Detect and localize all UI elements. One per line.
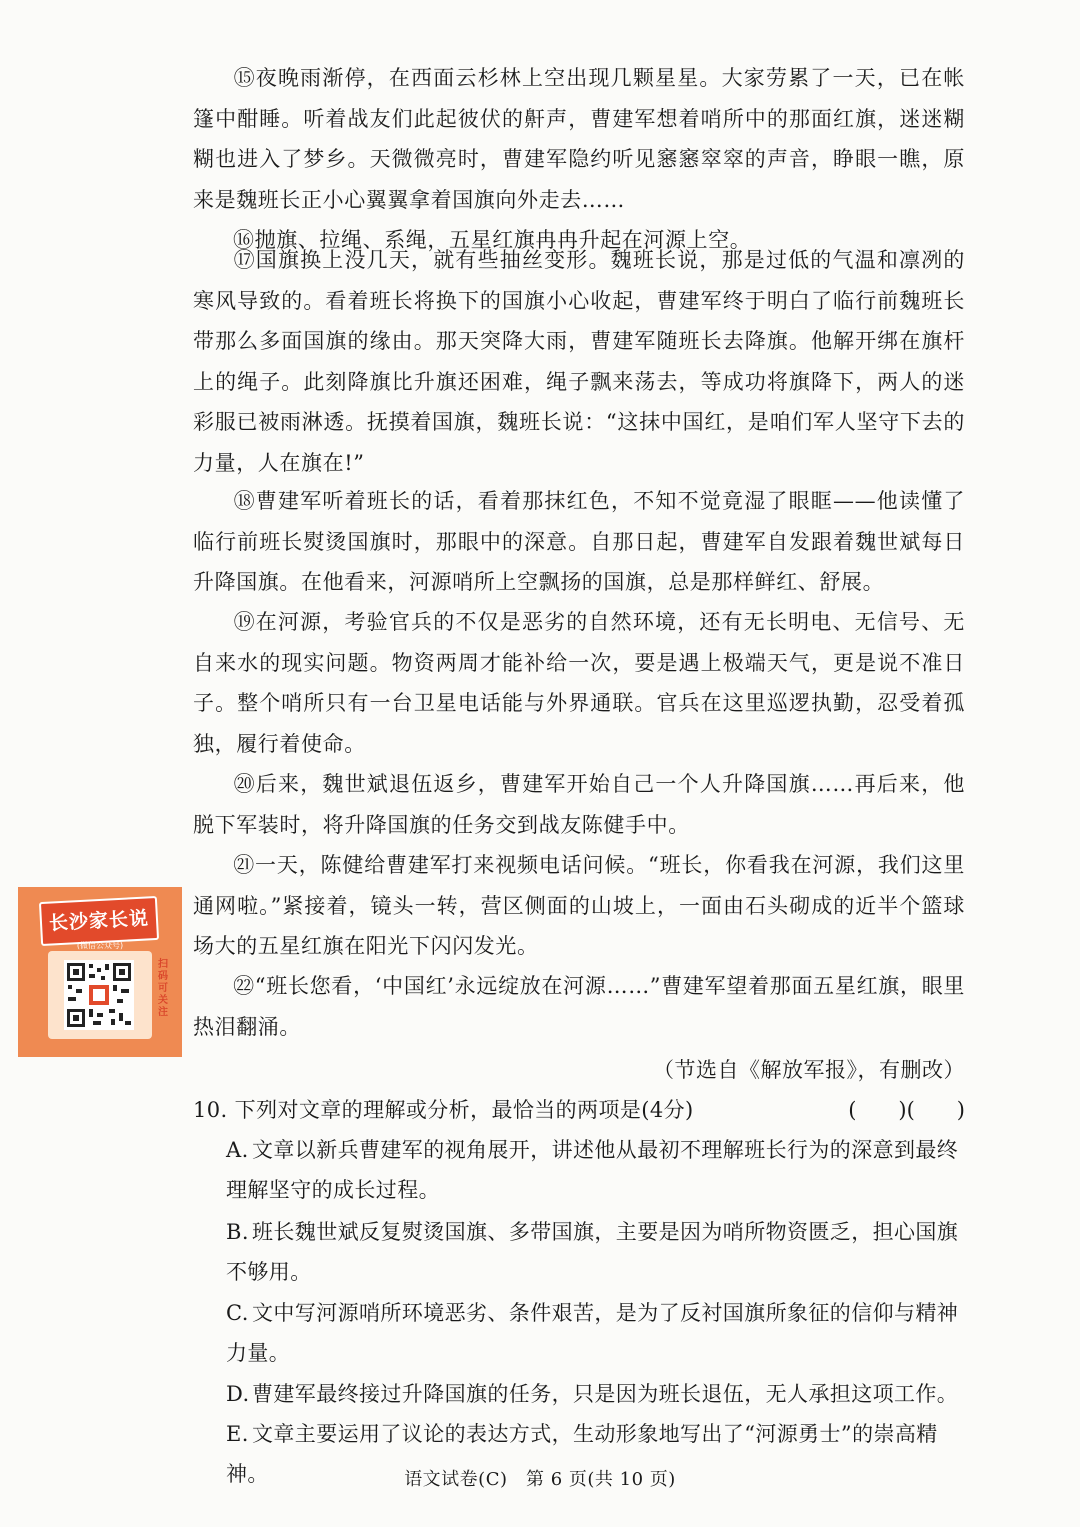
- option-text: 曹建军最终接过升降国旗的任务，只是因为班长退伍，无人承担这项工作。: [252, 1382, 959, 1406]
- paragraph-text: ⑰国旗换上没几天，就有些抽丝变形。魏班长说，那是过低的气温和凛冽的寒风导致的。看着班长将换下的国旗小心收起，曹建军终于明白了临行前魏班长带那么多面国旗的缘由。那天突降大雨，曹建军随班长去降旗。他解开绑在旗杆上的绳子。此刻降旗比升旗还困难，绳子飘来荡去，等成功将旗降下，两人的迷彩服已被雨淋透。抚摸着国旗，魏班长说：“这抹中国红，是咱们军人坚守下去的力量，人在旗在!”: [193, 248, 965, 475]
- option-text: 文中写河源哨所环境恶劣、条件艰苦，是为了反衬国旗所象征的信仰与精神力量。: [226, 1301, 959, 1365]
- option-b: [226, 1212, 971, 1292]
- logo-title: 长沙家长说: [48, 907, 150, 935]
- option-letter: B.: [226, 1220, 249, 1244]
- option-text: 班长魏世斌反复熨烫国旗、多带国旗，主要是因为哨所物资匮乏，担心国旗不够用。: [226, 1220, 959, 1284]
- option-text: 文章以新兵曹建军的视角展开，讲述他从最初不理解班长行为的深意到最终理解坚守的成长过程。: [226, 1138, 959, 1202]
- paragraph-17: [193, 240, 965, 483]
- paragraph-18: [193, 481, 965, 603]
- paragraph-20: [193, 764, 965, 845]
- logo-subtitle: (微信公众号): [76, 941, 124, 950]
- answer-blanks[interactable]: ( )( ): [848, 1098, 965, 1122]
- paragraph-text: ⑱曹建军听着班长的话，看着那抹红色，不知不觉竟湿了眼眶——他读懂了临行前班长熨烫国旗时，那眼中的深意。自那日起，曹建军自发跟着魏世斌每日升降国旗。在他看来，河源哨所上空飘扬的国旗，总是那样鲜红、舒展。: [193, 489, 965, 594]
- option-letter: A.: [226, 1138, 249, 1162]
- qr-code-icon[interactable]: [64, 960, 134, 1030]
- paragraph-text: ⑳后来，魏世斌退伍返乡，曹建军开始自己一个人升降国旗……再后来，他脱下军装时，将升降国旗的任务交到战友陈健手中。: [193, 772, 965, 837]
- option-letter: D.: [226, 1382, 250, 1406]
- paragraph-15: [193, 58, 965, 220]
- question-text: 10. 下列对文章的理解或分析，最恰当的两项是(4分): [193, 1098, 694, 1122]
- option-letter: C.: [226, 1301, 249, 1325]
- wechat-promo-logo[interactable]: [18, 887, 182, 1057]
- option-letter: E.: [226, 1422, 249, 1446]
- option-d: [226, 1374, 971, 1414]
- option-c: [226, 1293, 971, 1373]
- paragraph-19: [193, 602, 965, 764]
- page-footer: 语文试卷(C) 第 6 页(共 10 页): [404, 1469, 676, 1490]
- paragraph-22: [193, 966, 965, 1047]
- paragraph-21: [193, 845, 965, 967]
- logo-banner: [39, 896, 159, 946]
- paragraph-text: ⑲在河源，考验官兵的不仅是恶劣的自然环境，还有无长明电、无信号、无自来水的现实问题。物资两周才能补给一次，要是遇上极端天气，更是说不准日子。整个哨所只有一台卫星电话能与外界通联。官兵在这里巡逻执勤，忍受着孤独，履行着使命。: [193, 610, 965, 756]
- source-citation: （节选自《解放军报》，有删改）: [653, 1058, 965, 1082]
- logo-side-text: 扫码可关注: [158, 959, 168, 1018]
- option-text: 文章主要运用了议论的表达方式，生动形象地写出了“河源勇士”的崇高精神。: [226, 1422, 938, 1486]
- option-a: [226, 1130, 971, 1210]
- paragraph-text: ⑮夜晚雨渐停，在西面云杉林上空出现几颗星星。大家劳累了一天，已在帐篷中酣睡。听着战友们此起彼伏的鼾声，曹建军想着哨所中的那面红旗，迷迷糊糊也进入了梦乡。天微微亮时，曹建军隐约听见窸窸窣窣的声音，睁眼一瞧，原来是魏班长正小心翼翼拿着国旗向外走去……: [193, 66, 965, 212]
- paragraph-text: ⑯抛旗、拉绳、系绳，五星红旗冉冉升起在河源上空。: [233, 228, 752, 252]
- paragraph-text: ㉒“班长您看，‘中国红’永远绽放在河源……”曹建军望着那面五星红旗，眼里热泪翻涌。: [193, 974, 965, 1039]
- paragraph-text: ㉑一天，陈健给曹建军打来视频电话问候。“班长，你看我在河源，我们这里通网啦。”紧接着，镜头一转，营区侧面的山坡上，一面由石头砌成的近半个篮球场大的五星红旗在阳光下闪闪发光。: [193, 853, 965, 958]
